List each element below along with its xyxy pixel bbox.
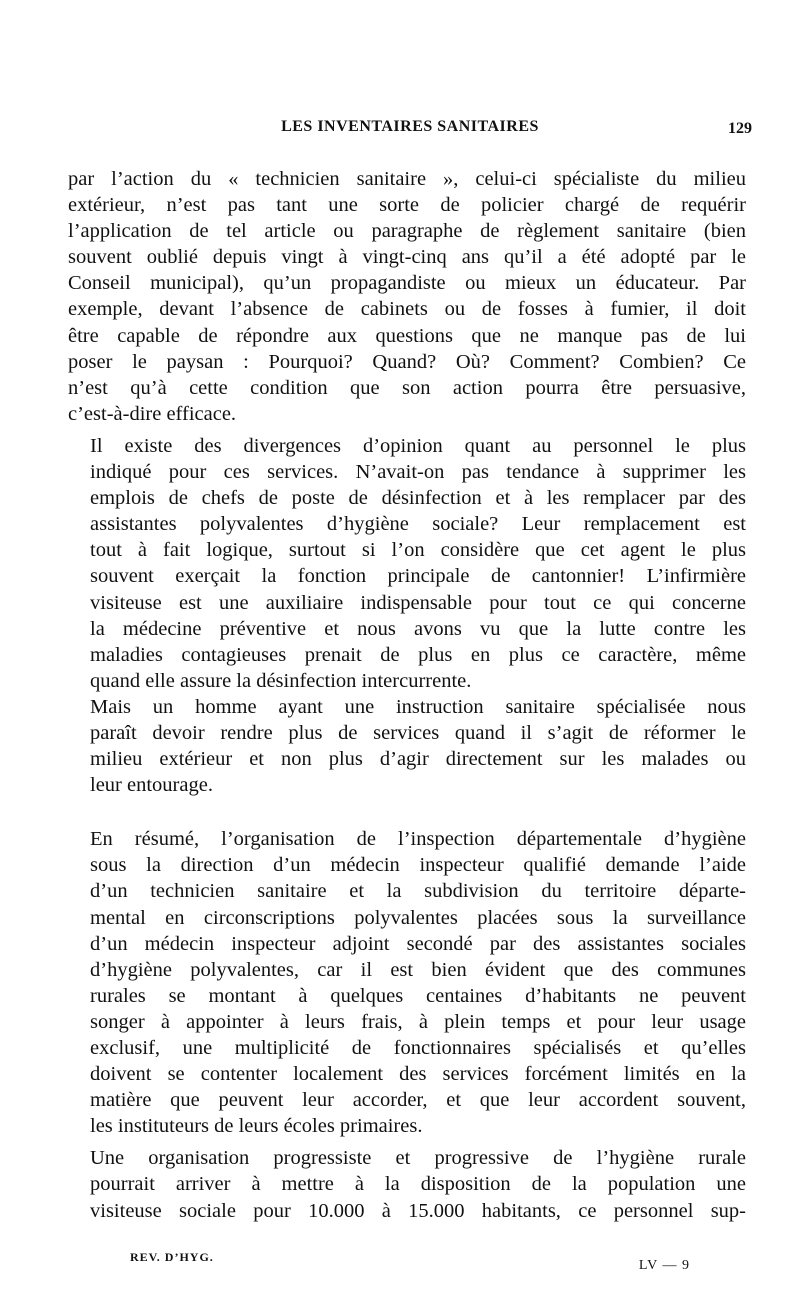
text-line: visiteuse sociale pour 10.000 à 15.000 habitants, ce personnel sup- [90, 1199, 746, 1222]
running-title: LES INVENTAIRES SANITAIRES [281, 118, 539, 135]
text-line: matière que peuvent leur accorder, et que leur accordent souvent, [90, 1089, 746, 1112]
text-line: maladies contagieuses prenait de plus en plus ce caractère, même [90, 643, 746, 666]
text-line: par l’action du « technicien sanitaire », celui-ci spécialiste du milieu [68, 168, 746, 190]
text-line: d’un médecin inspecteur adjoint secondé par des assistantes sociales [90, 932, 746, 955]
text-line: la médecine préventive et nous avons vu que la lutte contre les [90, 617, 746, 640]
text-line: d’un technicien sanitaire et la subdivision du territoire départe- [90, 880, 746, 903]
signature-mark: LV — 9 [638, 1258, 690, 1273]
text-line: Mais un homme ayant une instruction sanitaire spécialisée nous [90, 695, 746, 718]
text-line: doivent se contenter localement des services forcément limités en la [90, 1063, 746, 1086]
paragraph-organisation [68, 1145, 746, 1223]
text-line: Il existe des divergences d’opinion quant au personnel le plus [90, 434, 746, 457]
text-line: milieu extérieur et non plus d’agir directement sur les malades ou [90, 748, 746, 771]
text-line: n’est qu’à cette condition que son action pourra être persuasive, [68, 376, 746, 399]
text-line: extérieur, n’est pas tant une sorte de policier chargé de requérir [68, 194, 746, 217]
text-line: indiqué pour ces services. N’avait-on pas tendance à supprimer les [90, 461, 746, 484]
text-line: exclusif, une multiplicité de fonctionnaires spécialisés et qu’elles [90, 1037, 746, 1059]
text-line: quand elle assure la désinfection intercurrente. [90, 669, 472, 692]
text-line: emplois de chefs de poste de désinfection et à les remplacer par des [90, 487, 746, 510]
text-line: assistantes polyvalentes d’hygiène sociale? Leur remplacement est [90, 513, 746, 536]
text-line: pourrait arriver à mettre à la disposition de la population une [90, 1173, 746, 1196]
text-line: songer à appointer à leurs frais, à plein temps et pour leur usage [90, 1010, 746, 1033]
text-line: visiteuse est une auxiliaire indispensable pour tout ce qui concerne [90, 591, 746, 614]
text-line: mental en circonscriptions polyvalentes placées sous la surveillance [90, 906, 746, 929]
paragraph-continuation [68, 166, 746, 427]
paragraph-technicien [68, 694, 746, 798]
text-line: Une organisation progressiste et progressive de l’hygiène rurale [90, 1147, 746, 1170]
text-line: poser le paysan : Pourquoi? Quand? Où? Comment? Combien? Ce [68, 350, 746, 373]
text-line: leur entourage. [90, 774, 213, 797]
paragraph-resume [68, 826, 746, 1139]
text-line: paraît devoir rendre plus de services quand il s’agit de réformer le [90, 721, 746, 744]
text-line: exemple, devant l’absence de cabinets ou de fosses à fumier, il doit [68, 298, 746, 321]
text-line: d’hygiène polyvalentes, car il est bien évident que des communes [90, 958, 746, 981]
text-line: c’est-à-dire efficace. [68, 402, 237, 425]
page-number: 129 [728, 120, 752, 137]
text-line: rurales se montant à quelques centaines d’habitants ne peuvent [90, 984, 746, 1007]
text-line: l’application de tel article ou paragraphe de règlement sanitaire (bien [68, 220, 746, 243]
text-line: être capable de répondre aux questions que ne manque pas de lui [68, 324, 746, 347]
text-line: souvent oublié depuis vingt à vingt-cinq ans qu’il a été adopté par le [68, 246, 746, 269]
running-head [70, 118, 750, 144]
page-footer [130, 1250, 690, 1272]
body-text [68, 166, 746, 1224]
text-line: Conseil municipal), qu’un propagandiste ou mieux un éducateur. Par [68, 272, 746, 295]
text-line: tout à fait logique, surtout si l’on considère que cet agent le plus [90, 539, 746, 562]
text-line: les instituteurs de leurs écoles primaires. [90, 1115, 423, 1138]
paragraph-personnel [68, 433, 746, 694]
text-line: sous la direction d’un médecin inspecteur qualifié demande l’aide [90, 854, 746, 877]
text-line: En résumé, l’organisation de l’inspection départementale d’hygiène [90, 828, 746, 851]
journal-abbreviation: REV. D’HYG. [130, 1250, 214, 1264]
text-line: souvent exerçait la fonction principale de cantonnier! L’infirmière [90, 565, 746, 588]
